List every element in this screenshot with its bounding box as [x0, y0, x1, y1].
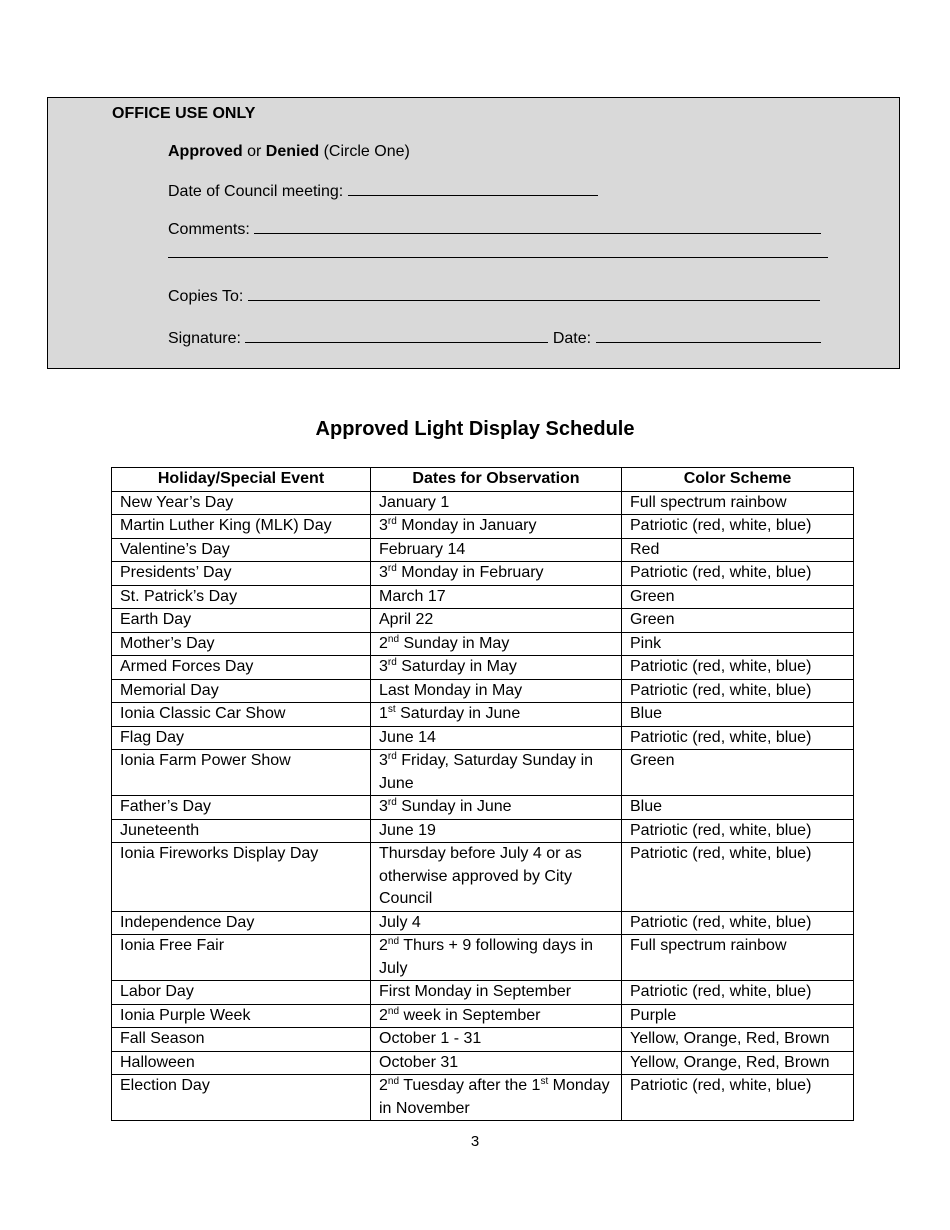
schedule-table [111, 467, 854, 1121]
comments-line-2[interactable] [168, 243, 828, 258]
color-cell: Patriotic (red, white, blue) [622, 656, 854, 680]
date-line[interactable] [596, 328, 821, 343]
color-cell: Patriotic (red, white, blue) [622, 562, 854, 586]
copies-to-label: Copies To: [168, 288, 248, 305]
event-cell: Independence Day [112, 911, 371, 935]
table-header-row [112, 468, 854, 492]
color-cell: Yellow, Orange, Red, Brown [622, 1028, 854, 1052]
comments-line-2-wrap [168, 243, 828, 263]
table-row [112, 1004, 854, 1028]
date-label: Date: [548, 330, 596, 347]
event-cell: New Year’s Day [112, 491, 371, 515]
date-cell: 2nd week in September [371, 1004, 622, 1028]
date-cell: 1st Saturday in June [371, 703, 622, 727]
schedule-body [112, 491, 854, 1121]
color-cell: Patriotic (red, white, blue) [622, 981, 854, 1005]
color-cell: Pink [622, 632, 854, 656]
event-cell: Flag Day [112, 726, 371, 750]
header-dates: Dates for Observation [371, 468, 622, 492]
table-row [112, 796, 854, 820]
schedule-title: Approved Light Display Schedule [315, 418, 635, 440]
color-cell: Purple [622, 1004, 854, 1028]
table-row [112, 911, 854, 935]
approval-line: Approved or Denied (Circle One) [168, 143, 410, 160]
event-cell: Presidents’ Day [112, 562, 371, 586]
event-cell: Earth Day [112, 609, 371, 633]
color-cell: Blue [622, 703, 854, 727]
table-row [112, 632, 854, 656]
table-row [112, 679, 854, 703]
page-number: 3 [470, 1133, 480, 1150]
date-cell: 3rd Monday in February [371, 562, 622, 586]
color-cell: Patriotic (red, white, blue) [622, 679, 854, 703]
date-cell: 3rd Saturday in May [371, 656, 622, 680]
table-row [112, 1075, 854, 1121]
color-cell: Patriotic (red, white, blue) [622, 843, 854, 912]
color-cell: Red [622, 538, 854, 562]
date-cell: June 14 [371, 726, 622, 750]
event-cell: Mother’s Day [112, 632, 371, 656]
date-cell: 3rd Monday in January [371, 515, 622, 539]
comments-label: Comments: [168, 221, 255, 238]
date-cell: October 1 - 31 [371, 1028, 622, 1052]
color-cell: Patriotic (red, white, blue) [622, 819, 854, 843]
table-row [112, 538, 854, 562]
table-row [112, 981, 854, 1005]
council-date-field [168, 181, 598, 201]
council-date-line[interactable] [348, 181, 598, 196]
signature-field [168, 328, 821, 348]
event-cell: Father’s Day [112, 796, 371, 820]
date-cell: Last Monday in May [371, 679, 622, 703]
date-cell: First Monday in September [371, 981, 622, 1005]
date-cell: June 19 [371, 819, 622, 843]
event-cell: Ionia Classic Car Show [112, 703, 371, 727]
table-row [112, 726, 854, 750]
date-cell: February 14 [371, 538, 622, 562]
date-cell: July 4 [371, 911, 622, 935]
copies-to-field [168, 286, 820, 306]
event-cell: Election Day [112, 1075, 371, 1121]
copies-to-line[interactable] [248, 286, 820, 301]
table-row [112, 703, 854, 727]
date-cell: October 31 [371, 1051, 622, 1075]
event-cell: Halloween [112, 1051, 371, 1075]
table-row [112, 750, 854, 796]
header-event: Holiday/Special Event [112, 468, 371, 492]
color-cell: Blue [622, 796, 854, 820]
table-row [112, 1051, 854, 1075]
color-cell: Patriotic (red, white, blue) [622, 911, 854, 935]
denied-option: Denied [265, 143, 320, 160]
color-cell: Green [622, 609, 854, 633]
approved-option: Approved [168, 143, 243, 160]
date-cell: Thursday before July 4 or as otherwise approved by City Council [371, 843, 622, 912]
table-row [112, 562, 854, 586]
table-row [112, 1028, 854, 1052]
event-cell: Ionia Farm Power Show [112, 750, 371, 796]
color-cell: Green [622, 585, 854, 609]
table-row [112, 819, 854, 843]
color-cell: Yellow, Orange, Red, Brown [622, 1051, 854, 1075]
table-row [112, 935, 854, 981]
event-cell: Ionia Fireworks Display Day [112, 843, 371, 912]
table-row [112, 843, 854, 912]
signature-line[interactable] [245, 328, 548, 343]
table-row [112, 609, 854, 633]
event-cell: Memorial Day [112, 679, 371, 703]
comments-field [168, 219, 821, 239]
date-cell: 2nd Sunday in May [371, 632, 622, 656]
color-cell: Green [622, 750, 854, 796]
office-use-box [47, 97, 900, 369]
date-cell: March 17 [371, 585, 622, 609]
date-cell: 3rd Sunday in June [371, 796, 622, 820]
event-cell: Labor Day [112, 981, 371, 1005]
table-row [112, 491, 854, 515]
event-cell: Juneteenth [112, 819, 371, 843]
date-cell: 3rd Friday, Saturday Sunday in June [371, 750, 622, 796]
table-row [112, 656, 854, 680]
color-cell: Patriotic (red, white, blue) [622, 1075, 854, 1121]
event-cell: Fall Season [112, 1028, 371, 1052]
date-cell: 2nd Tuesday after the 1st Monday in November [371, 1075, 622, 1121]
date-cell: January 1 [371, 491, 622, 515]
event-cell: Martin Luther King (MLK) Day [112, 515, 371, 539]
date-cell: April 22 [371, 609, 622, 633]
color-cell: Patriotic (red, white, blue) [622, 726, 854, 750]
color-cell: Patriotic (red, white, blue) [622, 515, 854, 539]
office-use-title: OFFICE USE ONLY [112, 105, 256, 122]
color-cell: Full spectrum rainbow [622, 935, 854, 981]
event-cell: Ionia Purple Week [112, 1004, 371, 1028]
event-cell: Armed Forces Day [112, 656, 371, 680]
header-color: Color Scheme [622, 468, 854, 492]
color-cell: Full spectrum rainbow [622, 491, 854, 515]
comments-line-1[interactable] [254, 219, 821, 234]
council-date-label: Date of Council meeting: [168, 183, 348, 200]
signature-label: Signature: [168, 330, 246, 347]
table-row [112, 515, 854, 539]
event-cell: Ionia Free Fair [112, 935, 371, 981]
event-cell: St. Patrick’s Day [112, 585, 371, 609]
date-cell: 2nd Thurs + 9 following days in July [371, 935, 622, 981]
table-row [112, 585, 854, 609]
event-cell: Valentine’s Day [112, 538, 371, 562]
